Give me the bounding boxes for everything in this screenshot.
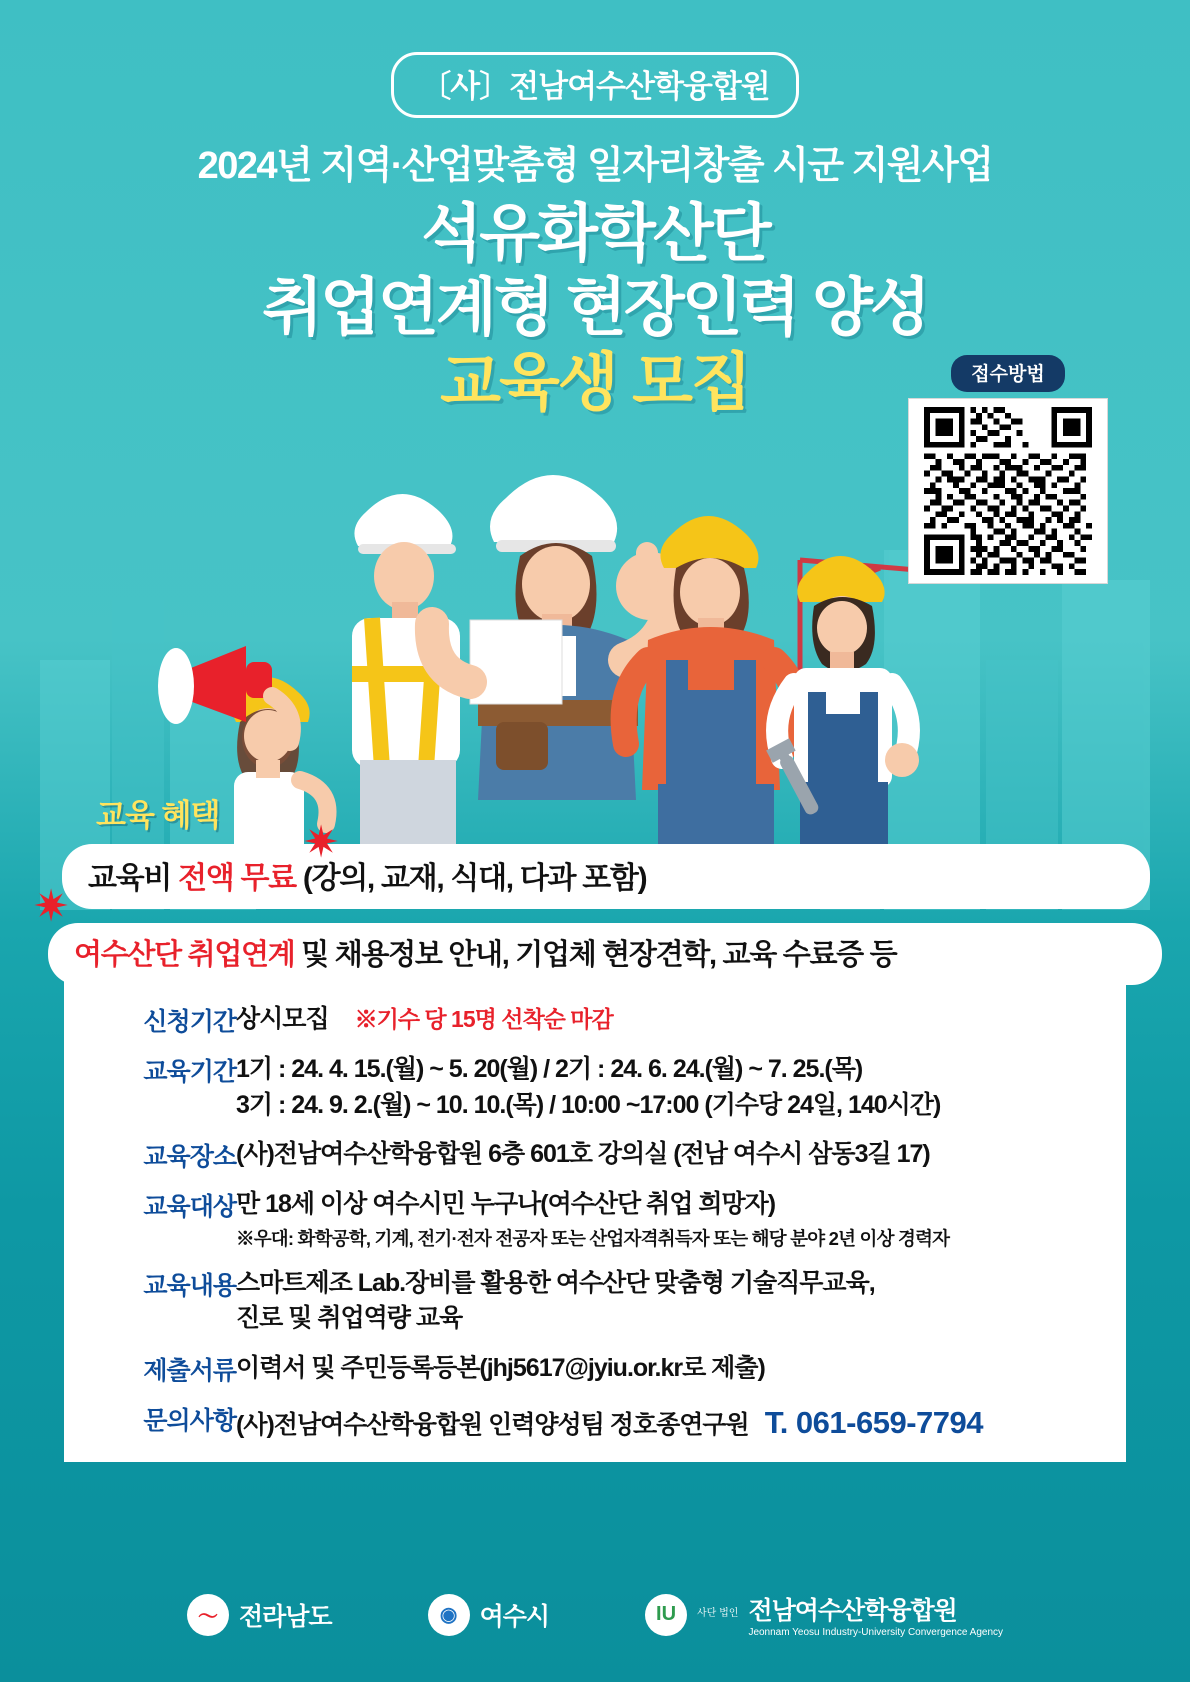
qr-label: 접수방법 bbox=[951, 355, 1064, 392]
qr-code-svg bbox=[917, 407, 1099, 575]
training-period-line2: 3기 : 24. 9. 2.(월) ~ 10. 10.(목) / 10:00 ~17:00 (기수당 24일, 140시간) bbox=[236, 1090, 941, 1119]
qr-section bbox=[908, 355, 1108, 584]
benefit-item-1 bbox=[62, 844, 1150, 909]
table-row bbox=[64, 1266, 1126, 1351]
logo-jyiu-label bbox=[748, 1591, 1003, 1638]
organization-badge: 〔사〕전남여수산학융합원 bbox=[391, 52, 798, 118]
benefit-1-suffix: (강의, 교재, 식대, 다과 포함) bbox=[295, 862, 647, 895]
jyiu-prefix: 사단 법인 bbox=[697, 1608, 739, 1620]
training-period-line1: 1기 : 24. 4. 15.(월) ~ 5. 20(월) / 2기 : 24. 6. 24.(월) ~ 7. 25.(목) bbox=[236, 1055, 863, 1083]
qr-code-icon[interactable] bbox=[908, 398, 1108, 584]
detail-value-location: (사)전남여수산학융합원 6층 601호 강의실 (전남 여수시 삼동3길 17) bbox=[236, 1140, 930, 1168]
jyiu-name: 전남여수산학융합원 bbox=[748, 1597, 957, 1625]
benefit-2-suffix: 및 채용정보 안내, 기업체 현장견학, 교육 수료증 등 bbox=[294, 939, 897, 971]
detail-label-target: 교육대상 bbox=[143, 1193, 236, 1221]
detail-value-contact bbox=[236, 1401, 1126, 1459]
detail-label-location: 교육장소 bbox=[143, 1143, 236, 1171]
jeollanamdo-logo-icon: 〜 bbox=[187, 1594, 229, 1636]
detail-label-contact: 문의사항 bbox=[143, 1406, 236, 1435]
poster-title-line3: 교육생 모집 bbox=[440, 347, 750, 418]
jyiu-logo-icon: IU bbox=[645, 1594, 687, 1636]
details-card bbox=[64, 976, 1126, 1462]
detail-label-training-period: 교육기간 bbox=[143, 1058, 236, 1086]
footer-logos bbox=[0, 1591, 1190, 1638]
detail-label-documents: 제출서류 bbox=[143, 1356, 236, 1385]
logo-jyiu bbox=[645, 1591, 1003, 1638]
star-icon: ✷ bbox=[32, 882, 70, 931]
jyiu-name-english: Jeonnam Yeosu Industry-University Convergence Agency bbox=[748, 1627, 1004, 1638]
logo-jeollanamdo bbox=[187, 1594, 332, 1636]
table-row bbox=[64, 1351, 1126, 1401]
benefits-section bbox=[0, 790, 1190, 985]
logo-jeollanamdo-label: 전라남도 bbox=[238, 1602, 332, 1631]
contact-phone[interactable]: T. 061-659-7794 bbox=[764, 1404, 983, 1440]
table-row bbox=[64, 1137, 1126, 1187]
application-period-note: ※기수 당 15명 선착순 마감 bbox=[354, 1006, 613, 1032]
curriculum-line1: 스마트제조 Lab.장비를 활용한 여수산단 맞춤형 기술직무교육, bbox=[236, 1268, 875, 1297]
detail-value-documents: 이력서 및 주민등록등본(jhj5617@jyiu.or.kr로 제출) bbox=[236, 1353, 765, 1382]
yeosu-logo-icon: ◉ bbox=[428, 1594, 470, 1636]
contact-person: (사)전남여수산학융합원 인력양성팀 정호종연구원 bbox=[236, 1410, 749, 1439]
program-subtitle: 2024년 지역·산업맞춤형 일자리창출 시군 지원사업 bbox=[197, 145, 993, 187]
benefits-heading: 교육 혜택 bbox=[96, 798, 220, 833]
details-table bbox=[64, 1002, 1126, 1459]
table-row bbox=[64, 1002, 1126, 1052]
table-row bbox=[64, 1401, 1126, 1459]
star-icon: ✷ bbox=[302, 818, 340, 867]
table-row bbox=[64, 1187, 1126, 1266]
benefit-1-highlight: 전액 무료 bbox=[178, 862, 296, 895]
detail-label-curriculum: 교육내용 bbox=[143, 1271, 236, 1300]
benefit-2-highlight: 여수산단 취업연계 bbox=[74, 939, 295, 971]
detail-value-training-period bbox=[236, 1052, 1126, 1137]
detail-value-application-period bbox=[236, 1002, 1126, 1052]
target-value: 만 18세 이상 여수시민 누구나(여수산단 취업 희망자) bbox=[236, 1190, 776, 1218]
logo-yeosu-city bbox=[428, 1594, 549, 1636]
detail-value-curriculum bbox=[236, 1266, 1126, 1351]
target-note: ※우대: 화학공학, 기계, 전기·전자 전공자 또는 산업자격취득자 또는 해당 분야 2년 이상 경력자 bbox=[236, 1227, 950, 1249]
curriculum-line2: 진로 및 취업역량 교육 bbox=[236, 1304, 463, 1333]
benefit-1-prefix: 교육비 bbox=[88, 862, 179, 895]
poster-title-line1: 석유화학산단 bbox=[421, 199, 769, 269]
application-period-value: 상시모집 bbox=[236, 1005, 329, 1033]
detail-value-target bbox=[236, 1187, 1126, 1266]
logo-yeosu-label: 여수시 bbox=[479, 1602, 550, 1631]
detail-label-application-period: 신청기간 bbox=[143, 1008, 236, 1036]
poster-title-line2: 취업연계형 현장인력 양성 bbox=[262, 273, 928, 344]
table-row bbox=[64, 1052, 1126, 1137]
